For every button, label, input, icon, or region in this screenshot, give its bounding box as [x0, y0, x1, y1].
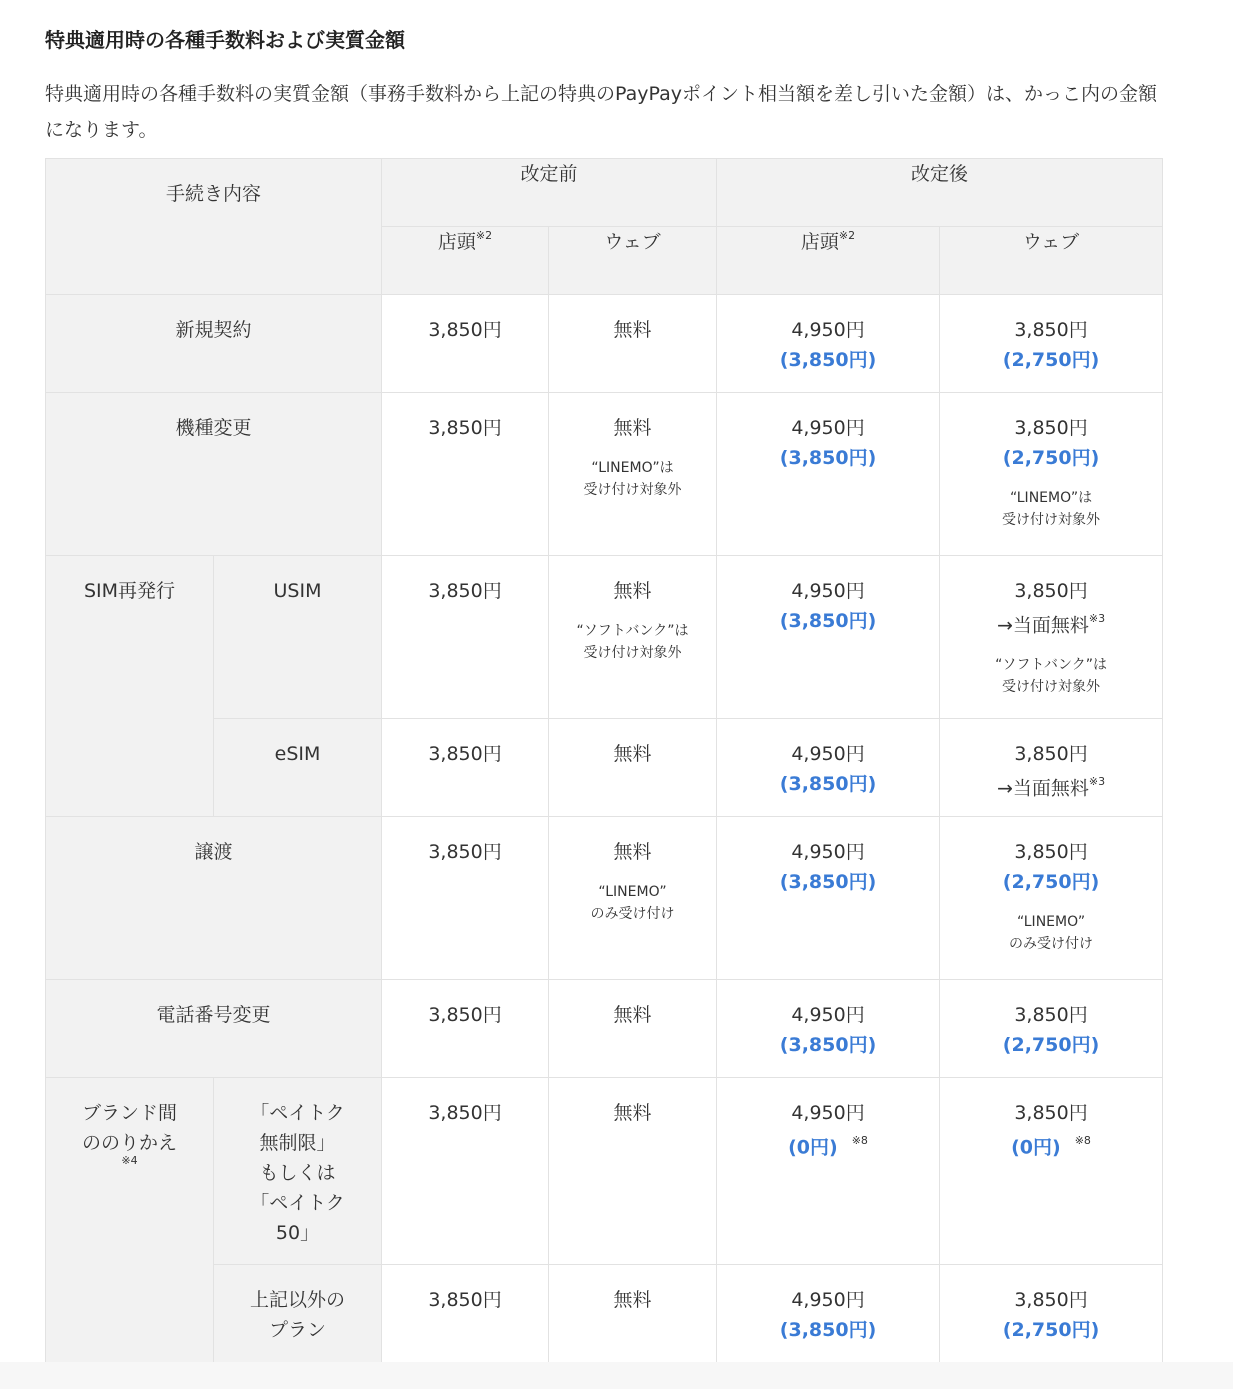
- table-row: [46, 980, 1163, 1078]
- page-bottom-band: [0, 1362, 1233, 1389]
- header-after-store: 店頭$^{※2}$: [717, 227, 940, 295]
- cell: 3,850円: [382, 393, 549, 556]
- cell: 3,850円: [382, 1265, 549, 1363]
- header-procedure: 手続き内容: [46, 159, 382, 295]
- row-label-sim-reissue: SIM再発行: [46, 556, 214, 817]
- cell: 無料: [549, 719, 717, 817]
- cell: 3,850円 (2,750円) “LINEMO”は 受け付け対象外: [940, 393, 1163, 556]
- header-before-store: 店頭$^{※2}$: [382, 227, 549, 295]
- cell: 3,850円: [382, 1078, 549, 1265]
- row-label-brand-switch: ブランド間 ののりかえ $^{※4}$: [46, 1078, 214, 1363]
- cell: 無料 “ソフトバンク”は 受け付け対象外: [549, 556, 717, 719]
- row-label-new: 新規契約: [46, 295, 382, 393]
- cell: 3,850円 →当面無料$^{※3}$ “ソフトバンク”は 受け付け対象外: [940, 556, 1163, 719]
- cell: 3,850円: [382, 719, 549, 817]
- fee-table: [45, 158, 1163, 1363]
- cell: 無料: [549, 1078, 717, 1265]
- cell: 無料 “LINEMO”は 受け付け対象外: [549, 393, 717, 556]
- cell: 3,850円: [382, 980, 549, 1078]
- cell: 無料: [549, 295, 717, 393]
- header-row: [46, 159, 1163, 227]
- cell: 4,950円 (3,850円): [717, 719, 940, 817]
- row-label-transfer: 譲渡: [46, 817, 382, 980]
- cell: 3,850円 (2,750円): [940, 980, 1163, 1078]
- table-row: [46, 1265, 1163, 1363]
- cell: 3,850円 (2,750円): [940, 1265, 1163, 1363]
- cell: 4,950円 (3,850円): [717, 817, 940, 980]
- cell: 3,850円 (0円) $^{※8}$: [940, 1078, 1163, 1265]
- cell: 4,950円 (0円) $^{※8}$: [717, 1078, 940, 1265]
- section-title: 特典適用時の各種手数料および実質金額: [45, 28, 405, 52]
- cell: 3,850円: [382, 556, 549, 719]
- row-label-peitoku: 「ペイトク 無制限」 もしくは 「ペイトク 50」: [214, 1078, 382, 1265]
- table-row: [46, 295, 1163, 393]
- cell: 4,950円 (3,850円): [717, 393, 940, 556]
- table-row: [46, 556, 1163, 719]
- cell: 無料: [549, 980, 717, 1078]
- cell: 3,850円: [382, 817, 549, 980]
- cell: 3,850円 (2,750円) “LINEMO” のみ受け付け: [940, 817, 1163, 980]
- row-label-other-plan: 上記以外の プラン: [214, 1265, 382, 1363]
- cell: 3,850円: [382, 295, 549, 393]
- row-label-number-change: 電話番号変更: [46, 980, 382, 1078]
- cell: 4,950円 (3,850円): [717, 556, 940, 719]
- cell: 4,950円 (3,850円): [717, 295, 940, 393]
- cell: 無料: [549, 1265, 717, 1363]
- cell: 4,950円 (3,850円): [717, 980, 940, 1078]
- header-before: 改定前: [382, 159, 717, 227]
- lead-text: 特典適用時の各種手数料の実質金額（事務手数料から上記の特典のPayPayポイント相当額を差し引いた金額）は、かっこ内の金額になります。: [45, 83, 1157, 141]
- header-before-web: ウェブ: [549, 227, 717, 295]
- header-after: 改定後: [717, 159, 1163, 227]
- row-label-usim: USIM: [214, 556, 382, 719]
- cell: 3,850円 →当面無料$^{※3}$: [940, 719, 1163, 817]
- cell: 3,850円 (2,750円): [940, 295, 1163, 393]
- table-row: [46, 719, 1163, 817]
- header-after-web: ウェブ: [940, 227, 1163, 295]
- table-row: [46, 817, 1163, 980]
- table-row: [46, 393, 1163, 556]
- table-row: [46, 1078, 1163, 1265]
- row-label-esim: eSIM: [214, 719, 382, 817]
- cell: 無料 “LINEMO” のみ受け付け: [549, 817, 717, 980]
- row-label-model-change: 機種変更: [46, 393, 382, 556]
- cell: 4,950円 (3,850円): [717, 1265, 940, 1363]
